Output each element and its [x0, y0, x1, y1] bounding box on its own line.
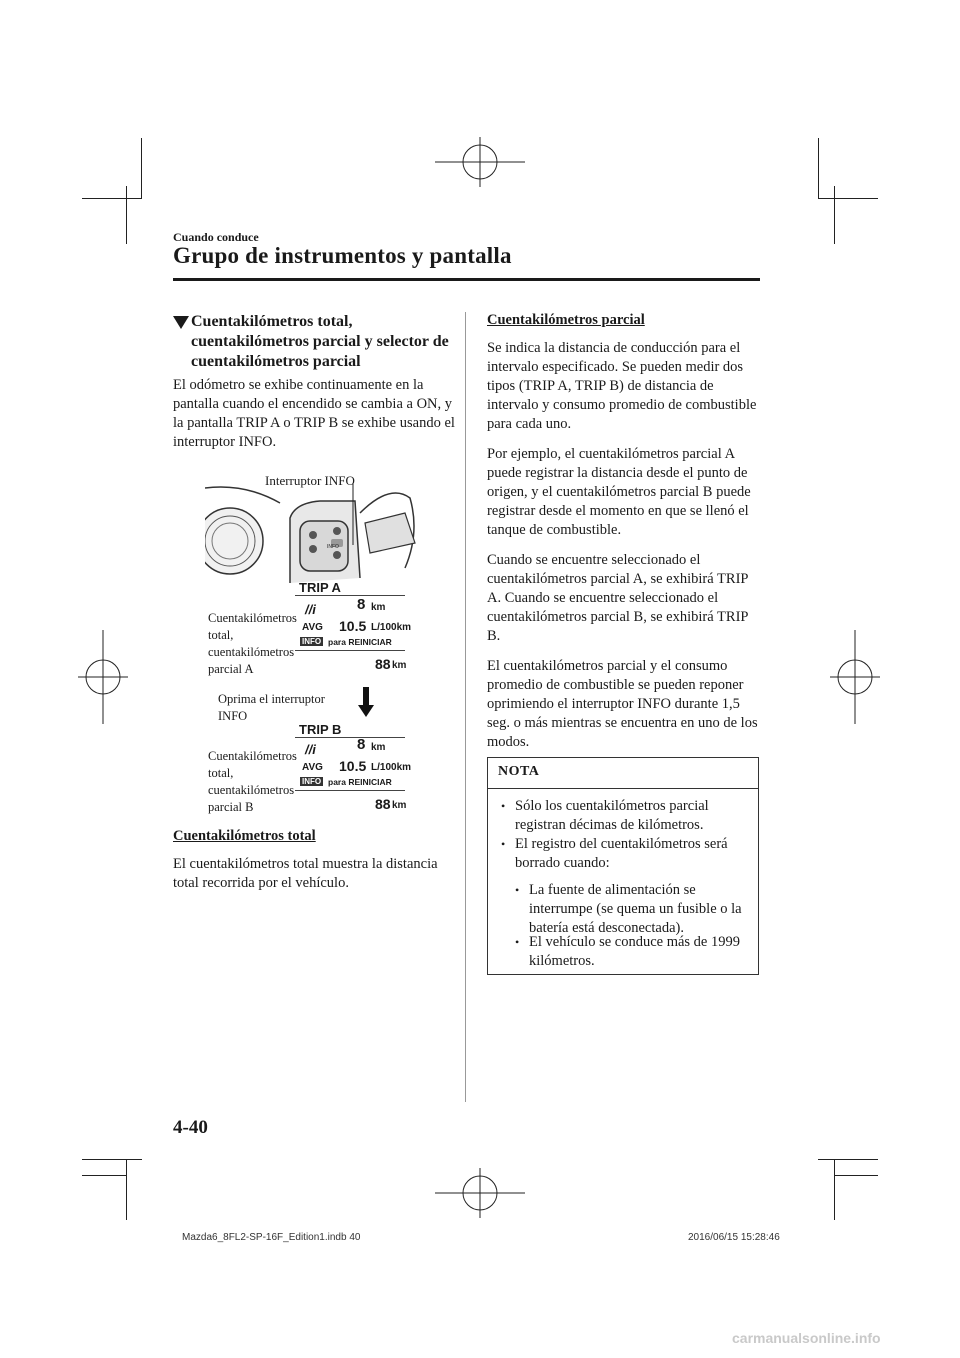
intro-paragraph: El odómetro se exhibe continuamente en la pantalla cuando el encendido se cambia a ON, y la pantalla TRIP A o TRIP B se exhibe usando el interruptor INFO. [173, 377, 455, 450]
note-divider [488, 788, 758, 789]
trip-b-avg-unit: L/100km [371, 762, 412, 773]
fuel-drop-icon: //i [305, 602, 316, 617]
crop-mark [834, 1175, 878, 1176]
watermark: carmanualsonline.info [732, 1330, 881, 1346]
trip-b-avg-value: 10.5 [339, 758, 367, 774]
press-caption: Oprima el interruptor INFO [218, 692, 325, 723]
section-heading-text: Cuentakilómetros total, cuentakilómetros parcial y selector de cuentakilómetros parcial [191, 313, 449, 370]
footer-timestamp: 2016/06/15 15:28:46 [688, 1232, 780, 1243]
trip-a-avg-unit: L/100km [371, 622, 412, 633]
trip-b-odometer-unit: km [392, 800, 407, 811]
crop-mark [82, 1175, 126, 1176]
trip-b-avg-label: AVG [302, 762, 323, 773]
trip-a-distance-unit: km [371, 602, 386, 613]
note-sub-bullet [515, 933, 753, 973]
trip-a-title: TRIP A [299, 580, 341, 595]
partial-paragraph-1: Se indica la distancia de conducción para el intervalo especificado. Se pueden medir dos tipos (TRIP A, TRIP B) de distancia de intervalo y consumo promedio de combustible para cada uno. [487, 340, 757, 432]
bullet-dot-icon: • [501, 837, 506, 851]
column-divider [465, 312, 466, 1102]
trip-b-distance-unit: km [371, 742, 386, 753]
partial-paragraph-2: Por ejemplo, el cuentakilómetros parcial A puede registrar la distancia desde el punto de origen, y el cuentakilómetros parcial B puede registrar desde el momento en que se llenó el tanque de combustible. [487, 446, 751, 538]
note-title: NOTA [498, 764, 540, 779]
trip-a-avg-value: 10.5 [339, 618, 367, 634]
partial-paragraph-3: Cuando se encuentre seleccionado el cuentakilómetros parcial A, se exhibirá TRIP A. Cuando se encuentre seleccionado el cuentakilómetros parcial B, se exhibirá TRIP B. [487, 552, 748, 644]
crop-mark [126, 186, 127, 244]
trip-b-separator [295, 790, 405, 791]
info-button: INFO [327, 544, 339, 550]
note-sub-bullet-text: La fuente de alimentación se interrumpe (se quema un fusible o la batería está desconectada). [529, 882, 742, 936]
display-a-caption: Cuentakilómetros total, cuentakilómetros parcial A [208, 611, 297, 676]
steering-wheel-illustration [205, 483, 420, 583]
registration-target-icon [830, 630, 880, 724]
trip-b-distance: 8 [357, 736, 366, 753]
crop-mark [818, 198, 878, 199]
display-b-caption: Cuentakilómetros total, cuentakilómetros parcial B [208, 749, 297, 814]
total-odometer-heading: Cuentakilómetros total [173, 828, 316, 844]
trip-a-avg-label: AVG [302, 622, 323, 633]
title-underline [295, 595, 405, 596]
crop-mark [141, 138, 142, 199]
trip-b-display [295, 722, 420, 822]
trip-a-separator [295, 650, 405, 651]
registration-target-icon [78, 630, 128, 724]
note-bullet [501, 835, 751, 875]
trip-a-distance: 8 [357, 596, 366, 613]
trip-b-title: TRIP B [299, 722, 342, 737]
section-label: Cuando conduce [173, 230, 259, 244]
bullet-dot-icon: • [515, 935, 520, 949]
title-underline [295, 737, 405, 738]
bullet-dot-icon: • [515, 883, 520, 897]
note-bullet-text: Sólo los cuentakilómetros parcial registran décimas de kilómetros. [515, 798, 709, 833]
trip-b-odometer: 88 [375, 796, 391, 812]
page-number: 4-40 [173, 1117, 208, 1138]
note-bullet [501, 797, 751, 837]
title-rule [173, 278, 760, 281]
arrow-down-icon [358, 687, 374, 717]
total-odometer-text: El cuentakilómetros total muestra la distancia total recorrida por el vehículo. [173, 856, 438, 891]
note-sub-bullet [515, 881, 753, 939]
trip-a-odometer-unit: km [392, 660, 407, 671]
crop-mark [818, 138, 819, 199]
trip-a-info-tag: INFO [302, 637, 322, 646]
bullet-dot-icon: • [501, 799, 506, 813]
trip-b-info-tag: INFO [302, 777, 322, 786]
note-sub-bullet-text: El vehículo se conduce más de 1999 kilómetros. [529, 934, 740, 969]
fuel-drop-icon: //i [305, 742, 316, 757]
trip-a-display [295, 580, 420, 680]
partial-odometer-heading: Cuentakilómetros parcial [487, 312, 645, 328]
partial-paragraph-4: El cuentakilómetros parcial y el consumo promedio de combustible se pueden reponer oprimiendo el interruptor INFO durante 1,5 seg. o más mientras se encuentra en uno de los modos. [487, 658, 758, 750]
registration-target-icon [435, 137, 525, 187]
triangle-marker-icon [173, 316, 189, 329]
trip-a-reset-text: para REINICIAR [328, 637, 392, 647]
trip-b-reset-text: para REINICIAR [328, 777, 392, 787]
trip-a-odometer: 88 [375, 656, 391, 672]
crop-mark [834, 1159, 835, 1220]
note-bullet-text: El registro del cuentakilómetros será borrado cuando: [515, 836, 728, 871]
crop-mark [126, 1159, 127, 1220]
crop-mark [834, 186, 835, 244]
registration-target-icon [435, 1168, 525, 1218]
crop-mark [818, 1159, 878, 1160]
figure [200, 465, 425, 825]
crop-mark [82, 1159, 142, 1160]
footer-file: Mazda6_8FL2-SP-16F_Edition1.indb 40 [182, 1232, 361, 1243]
info-switch-label: Interruptor INFO [265, 473, 355, 488]
page-title: Grupo de instrumentos y pantalla [173, 243, 512, 268]
crop-mark [82, 198, 142, 199]
